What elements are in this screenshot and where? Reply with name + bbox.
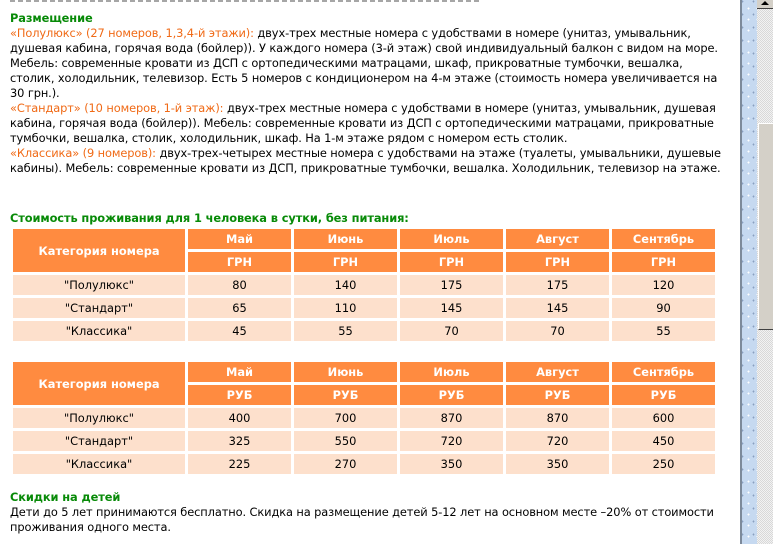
price-cell: 720 [506,431,609,451]
price-cell: 270 [294,454,397,474]
price-cell: 700 [294,408,397,428]
month-header: Июнь [294,229,397,249]
currency-header: ГРН [188,252,291,272]
price-cell: 45 [188,321,291,341]
room-item-polulux [10,26,722,101]
category-cell: "Классика" [13,454,185,474]
currency-header: РУБ [294,385,397,405]
price-cell: 175 [506,275,609,295]
table-header-row [13,229,715,249]
price-cell: 90 [612,298,715,318]
room-item-standard [10,101,722,146]
price-table-rub [10,359,718,477]
currency-header: РУБ [400,385,503,405]
room-item-classic [10,146,722,176]
price-cell: 140 [294,275,397,295]
month-header: Сентябрь [612,229,715,249]
category-header: Категория номера [13,229,185,272]
month-header: Май [188,229,291,249]
room-title: «Полулюкс» (27 номеров, 1,3,4-й этажи): [10,26,254,40]
category-cell: "Полулюкс" [13,408,185,428]
category-cell: "Стандарт" [13,431,185,451]
currency-header: РУБ [506,385,609,405]
table-row [13,408,715,428]
month-header: Июнь [294,362,397,382]
month-header: Июль [400,362,503,382]
category-cell: "Полулюкс" [13,275,185,295]
price-cell: 175 [400,275,503,295]
price-cell: 110 [294,298,397,318]
currency-header: ГРН [506,252,609,272]
price-cell: 450 [612,431,715,451]
month-header: Май [188,362,291,382]
price-cell: 350 [506,454,609,474]
table-header-row [13,362,715,382]
currency-header: ГРН [612,252,715,272]
price-cell: 80 [188,275,291,295]
room-description: двух-трех местные номера с удобствами в номере (унитаз, умывальник, душевая кабина, горячая вода (бойлер)). Мебель: современные кровати из ДСП с ортопедическими матрацами, прикроватные тумбочки, вешалка, столик, холодильник, шкаф. На 1-м этаже рядом с номером есть столик. [10,101,716,145]
accommodation-heading: Размещение [10,11,93,25]
children-heading: Скидки на детей [10,490,121,504]
price-cell: 145 [400,298,503,318]
room-title: «Стандарт» (10 номеров, 1-й этаж): [10,101,224,115]
pricing-heading: Стоимость проживания для 1 человека в сутки, без питания: [10,211,409,225]
currency-header: РУБ [188,385,291,405]
scrollbar-thumb[interactable] [758,123,773,330]
table-row [13,275,715,295]
price-cell: 600 [612,408,715,428]
price-table-uah [10,226,718,344]
price-cell: 65 [188,298,291,318]
currency-header: РУБ [612,385,715,405]
room-description: двух-трех местные номера с удобствами в номере (унитаз, умывальник, душевая кабина, горячая вода (бойлер)). У каждого номера (3-й этаж) свой индивидуальный балкон с видом на море. Мебель: современные кровати из ДСП с ортопедическими матрацами, шкаф, прикроватные тумбочки, вешалка, столик, холодильник, телевизор. Есть 5 номеров с кондиционером на 4-м этаже (стоимость номера увеличивается на 30 грн.). [10,26,718,100]
accommodation-section [10,11,722,176]
table-row [13,321,715,341]
scroll-up-button[interactable] [757,0,773,9]
price-cell: 70 [400,321,503,341]
price-cell: 720 [400,431,503,451]
currency-header: ГРН [294,252,397,272]
price-cell: 250 [612,454,715,474]
children-section [10,490,722,535]
month-header: Июль [400,229,503,249]
category-header: Категория номера [13,362,185,405]
price-cell: 225 [188,454,291,474]
price-cell: 145 [506,298,609,318]
clipped-previous-line [10,0,480,2]
category-cell: "Классика" [13,321,185,341]
price-cell: 120 [612,275,715,295]
price-cell: 870 [506,408,609,428]
month-header: Август [506,362,609,382]
price-cell: 55 [612,321,715,341]
price-cell: 55 [294,321,397,341]
children-text: Дети до 5 лет принимаются бесплатно. Скидка на размещение детей 5-12 лет на основном месте –20% от стоимости проживания одного места. [10,505,714,534]
price-cell: 550 [294,431,397,451]
price-cell: 350 [400,454,503,474]
month-header: Сентябрь [612,362,715,382]
room-title: «Классика» (9 номеров): [10,146,156,160]
price-cell: 70 [506,321,609,341]
currency-header: ГРН [400,252,503,272]
category-cell: "Стандарт" [13,298,185,318]
table-row [13,454,715,474]
room-description: двух-трех-четырех местные номера с удобствами на этаже (туалеты, умывальники, душевые кабины). Мебель: современные кровати из ДСП, прикроватные тумбочки, вешалка. Холодильник, телевизор на этаже. [10,146,721,175]
price-cell: 400 [188,408,291,428]
price-cell: 325 [188,431,291,451]
month-header: Август [506,229,609,249]
decorative-border-strip [740,0,757,544]
price-cell: 870 [400,408,503,428]
triangle-up-icon [761,1,769,5]
table-row [13,298,715,318]
table-row [13,431,715,451]
